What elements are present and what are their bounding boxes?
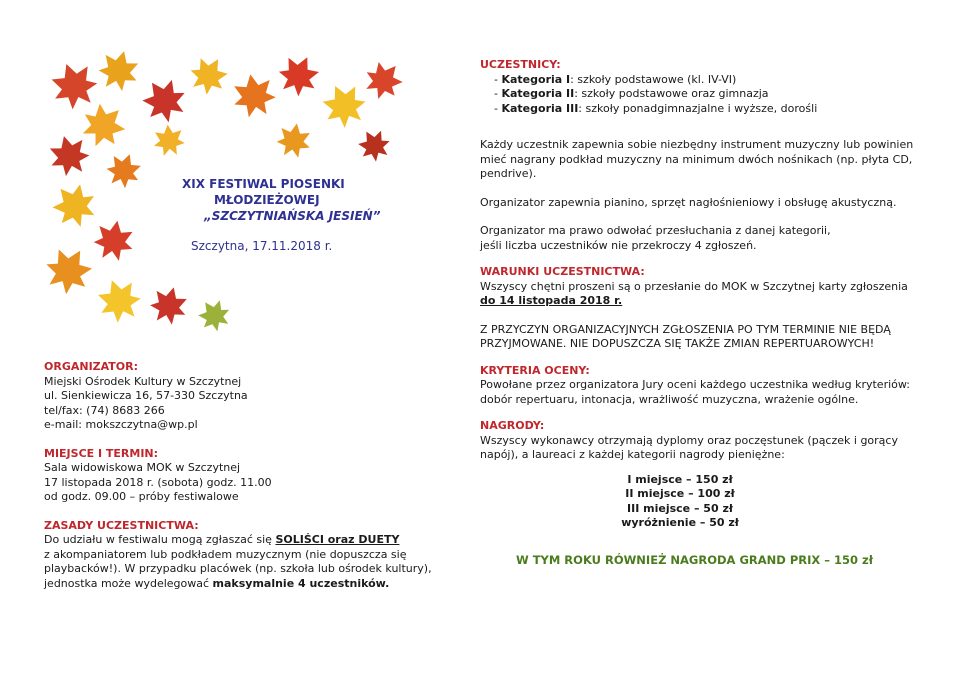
conditions-heading: WARUNKI UCZESTNICTWA: bbox=[480, 265, 645, 278]
cancel-paragraph: Organizator ma prawo odwołać przesłuchania z danej kategorii, jeśli liczba uczestników nie przekroczy 4 zgłoszeń. bbox=[480, 224, 831, 252]
rules-heading: ZASADY UCZESTNICTWA: bbox=[44, 518, 199, 532]
rules-line: jednostka może wydelegować maksymalnie 4 uczestników. bbox=[44, 576, 390, 590]
category-item: - Kategoria I: szkoły podstawowe (kl. IV-VI) bbox=[494, 72, 737, 86]
place-line: od godz. 09.00 – próby festiwalowe bbox=[44, 490, 239, 503]
festival-title bbox=[154, 176, 394, 224]
left-column bbox=[44, 360, 444, 591]
place-line: 17 listopada 2018 r. (sobota) godz. 11.00 bbox=[44, 475, 272, 489]
grand-prix: W TYM ROKU RÓWNIEŻ NAGRODA GRAND PRIX – 150 zł bbox=[516, 552, 873, 567]
instrument-paragraph: Każdy uczestnik zapewnia sobie niezbędny instrument muzyczny lub powinien mieć nagrany podkład muzyczny na minimum dwóch nośnikach (np. płyta CD, pendrive). bbox=[480, 138, 914, 180]
title-line1: XIX FESTIWAL PIOSENKI bbox=[182, 177, 345, 191]
awards-heading: NAGRODY: bbox=[480, 419, 545, 432]
prize-item: III miejsce – 50 zł bbox=[627, 501, 733, 515]
rules-line: Do udziału w festiwalu mogą zgłaszać się SOLIŚCI oraz DUETY bbox=[44, 533, 400, 546]
participants-heading: UCZESTNICY: bbox=[480, 58, 561, 71]
organizer-line: tel/fax: (74) 8683 266 bbox=[44, 403, 165, 417]
conditions-section: WARUNKI UCZESTNICTWA: Wszyscy chętni proszeni są o przesłanie do MOK w Szczytnej karty zgłoszenia do 14 listopada 2018 r. Z PRZYCZYN ORGANIZACYJNYCH ZGŁOSZENIA PO TYM TERMINIE NIE BĘDĄ PRZYJMOWANE. NIE DOPUSZCZA SIĘ TAKŻE ZMIAN REPERTUAROWYCH! bbox=[480, 265, 920, 352]
organizer-line: Miejski Ośrodek Kultury w Szczytnej bbox=[44, 374, 242, 388]
festival-date: Szczytna, 17.11.2018 r. bbox=[191, 239, 333, 253]
organizer-email: e-mail: mokszczytna@wp.pl bbox=[44, 418, 198, 431]
prize-list bbox=[480, 473, 880, 531]
max-participants: maksymalnie 4 uczestników. bbox=[212, 576, 390, 590]
rules-line: z akompaniatorem lub podkładem muzycznym (nie dopuszcza się bbox=[44, 547, 407, 561]
hero-banner bbox=[44, 45, 410, 335]
prize-item: wyróżnienie – 50 zł bbox=[621, 516, 739, 529]
category-item: - Kategoria III: szkoły ponadgimnazjalne i wyższe, dorośli bbox=[494, 101, 818, 115]
place-line: Sala widowiskowa MOK w Szczytnej bbox=[44, 461, 241, 474]
organizer-line: ul. Sienkiewicza 16, 57-330 Szczytna bbox=[44, 389, 248, 402]
criteria-heading: KRYTERIA OCENY: bbox=[480, 363, 590, 377]
right-column bbox=[480, 58, 920, 567]
place-heading: MIEJSCE I TERMIN: bbox=[44, 446, 159, 460]
deadline: do 14 listopada 2018 r. bbox=[480, 294, 623, 307]
organizer-heading: ORGANIZATOR: bbox=[44, 360, 139, 373]
soloists-duets: SOLIŚCI oraz DUETY bbox=[275, 533, 400, 546]
awards-section: NAGRODY: Wszyscy wykonawcy otrzymają dyplomy oraz poczęstunek (pączek i gorący napój), a laureaci z każdej kategorii nagrody pieniężne: I miejsce – 150 zł II miejsce – 100 zł III miejsce – 50 zł wyróżnienie – 50 zł W TYM ROKU RÓWNIEŻ NAGRODA GRAND PRIX – 150 zł bbox=[480, 419, 920, 567]
place-section bbox=[44, 447, 444, 505]
category-list bbox=[480, 73, 920, 117]
organizer-section bbox=[44, 360, 444, 433]
title-line3: „SZCZYTNIAŃSKA JESIEŃ” bbox=[204, 209, 381, 223]
category-item: - Kategoria II: szkoły podstawowe oraz gimnazja bbox=[494, 87, 769, 100]
title-line2: MŁODZIEŻOWEJ bbox=[214, 193, 320, 207]
equipment-paragraph: Organizator zapewnia pianino, sprzęt nagłośnieniowy i obsługę akustyczną. bbox=[480, 195, 897, 209]
prize-item: I miejsce – 150 zł bbox=[627, 472, 733, 486]
participants-section bbox=[480, 58, 920, 253]
criteria-section: KRYTERIA OCENY: Powołane przez organizatora Jury oceni każdego uczestnika według kryteriów: dobór repertuaru, intonacja, wrażliwość muzyczna, wrażenie ogólne. bbox=[480, 364, 920, 408]
rules-line: playbacków!). W przypadku placówek (np. szkoła lub ośrodek kultury), bbox=[44, 562, 432, 575]
rules-section bbox=[44, 519, 444, 592]
prize-item: II miejsce – 100 zł bbox=[625, 487, 735, 500]
